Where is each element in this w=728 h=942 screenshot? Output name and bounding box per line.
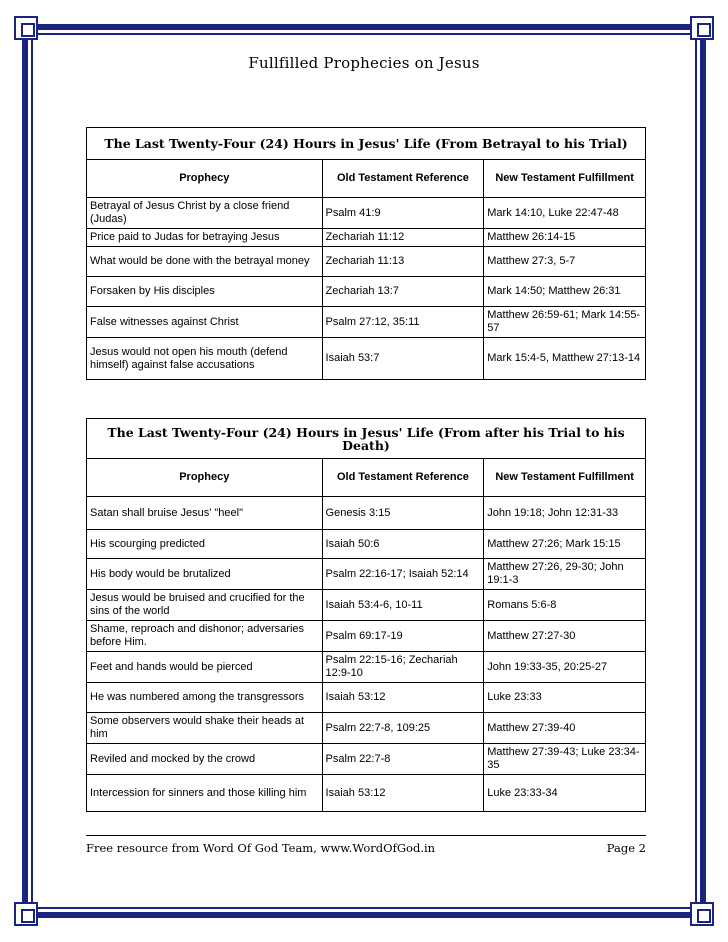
- prophecy-table-betrayal-to-trial: [86, 127, 646, 380]
- column-header-prophecy: Prophecy: [87, 160, 323, 198]
- old-testament-cell: Psalm 22:7-8, 109:25: [322, 713, 484, 744]
- table-row: [87, 590, 646, 621]
- new-testament-cell: Matthew 27:26; Mark 15:15: [484, 530, 646, 559]
- column-header-prophecy: Prophecy: [87, 459, 323, 497]
- old-testament-cell: Genesis 3:15: [322, 497, 484, 530]
- prophecy-cell: He was numbered among the transgressors: [87, 683, 323, 713]
- table-row: [87, 621, 646, 652]
- prophecy-cell: Reviled and mocked by the crowd: [87, 744, 323, 775]
- prophecy-cell: Shame, reproach and dishonor; adversaries before Him.: [87, 621, 323, 652]
- old-testament-cell: Isaiah 53:12: [322, 775, 484, 812]
- prophecy-cell: Feet and hands would be pierced: [87, 652, 323, 683]
- table-row: [87, 198, 646, 229]
- table-row: [87, 229, 646, 247]
- footer-credit: Free resource from Word Of God Team, www.WordOfGod.in: [86, 841, 436, 855]
- page-number: Page 2: [606, 841, 646, 855]
- prophecy-cell: Jesus would not open his mouth (defend himself) against false accusations: [87, 338, 323, 380]
- prophecy-cell: Satan shall bruise Jesus' "heel": [87, 497, 323, 530]
- column-header-old-testament: Old Testament Reference: [322, 160, 484, 198]
- old-testament-cell: Psalm 22:7-8: [322, 744, 484, 775]
- new-testament-cell: Matthew 27:27-30: [484, 621, 646, 652]
- table-row: [87, 713, 646, 744]
- table-row: [87, 247, 646, 277]
- corner-ornament-icon: [14, 16, 38, 40]
- prophecy-cell: Jesus would be bruised and crucified for the sins of the world: [87, 590, 323, 621]
- new-testament-cell: Luke 23:33: [484, 683, 646, 713]
- corner-ornament-icon: [14, 902, 38, 926]
- table-row: [87, 338, 646, 380]
- prophecy-cell: Forsaken by His disciples: [87, 277, 323, 307]
- old-testament-cell: Isaiah 53:12: [322, 683, 484, 713]
- table-header-row: [87, 160, 646, 198]
- new-testament-cell: Mark 14:10, Luke 22:47-48: [484, 198, 646, 229]
- table-row: [87, 559, 646, 590]
- prophecy-cell: What would be done with the betrayal money: [87, 247, 323, 277]
- column-header-new-testament: New Testament Fulfillment: [484, 160, 646, 198]
- table-row: [87, 652, 646, 683]
- new-testament-cell: Mark 15:4-5, Matthew 27:13-14: [484, 338, 646, 380]
- new-testament-cell: Mark 14:50; Matthew 26:31: [484, 277, 646, 307]
- prophecy-cell: False witnesses against Christ: [87, 307, 323, 338]
- table-row: [87, 683, 646, 713]
- prophecy-cell: Intercession for sinners and those killing him: [87, 775, 323, 812]
- new-testament-cell: Matthew 27:3, 5-7: [484, 247, 646, 277]
- table-row: [87, 277, 646, 307]
- footer-divider: [86, 835, 646, 836]
- table-caption-row: [87, 128, 646, 160]
- old-testament-cell: Zechariah 11:12: [322, 229, 484, 247]
- column-header-new-testament: New Testament Fulfillment: [484, 459, 646, 497]
- column-header-old-testament: Old Testament Reference: [322, 459, 484, 497]
- new-testament-cell: Matthew 26:14-15: [484, 229, 646, 247]
- prophecy-cell: His scourging predicted: [87, 530, 323, 559]
- old-testament-cell: Zechariah 11:13: [322, 247, 484, 277]
- corner-ornament-icon: [690, 16, 714, 40]
- old-testament-cell: Psalm 22:16-17; Isaiah 52:14: [322, 559, 484, 590]
- old-testament-cell: Isaiah 53:4-6, 10-11: [322, 590, 484, 621]
- prophecy-cell: Price paid to Judas for betraying Jesus: [87, 229, 323, 247]
- table-caption-row: [87, 419, 646, 459]
- prophecy-cell: Some observers would shake their heads at him: [87, 713, 323, 744]
- old-testament-cell: Psalm 27:12, 35:11: [322, 307, 484, 338]
- table-row: [87, 744, 646, 775]
- table-row: [87, 530, 646, 559]
- new-testament-cell: Matthew 27:39-40: [484, 713, 646, 744]
- old-testament-cell: Isaiah 53:7: [322, 338, 484, 380]
- corner-ornament-icon: [690, 902, 714, 926]
- old-testament-cell: Psalm 41:9: [322, 198, 484, 229]
- prophecy-table-trial-to-death: [86, 418, 646, 812]
- table-caption: The Last Twenty-Four (24) Hours in Jesus' Life (From Betrayal to his Trial): [87, 128, 646, 160]
- old-testament-cell: Psalm 22:15-16; Zechariah 12:9-10: [322, 652, 484, 683]
- new-testament-cell: Matthew 26:59-61; Mark 14:55-57: [484, 307, 646, 338]
- new-testament-cell: John 19:18; John 12:31-33: [484, 497, 646, 530]
- new-testament-cell: John 19:33-35, 20:25-27: [484, 652, 646, 683]
- new-testament-cell: Romans 5:6-8: [484, 590, 646, 621]
- old-testament-cell: Psalm 69:17-19: [322, 621, 484, 652]
- table-header-row: [87, 459, 646, 497]
- table-row: [87, 307, 646, 338]
- page-title: Fullfilled Prophecies on Jesus: [248, 54, 480, 72]
- old-testament-cell: Zechariah 13:7: [322, 277, 484, 307]
- prophecy-cell: His body would be brutalized: [87, 559, 323, 590]
- table-row: [87, 775, 646, 812]
- old-testament-cell: Isaiah 50:6: [322, 530, 484, 559]
- table-row: [87, 497, 646, 530]
- new-testament-cell: Luke 23:33-34: [484, 775, 646, 812]
- table-caption: The Last Twenty-Four (24) Hours in Jesus' Life (From after his Trial to his Death): [87, 419, 646, 459]
- new-testament-cell: Matthew 27:39-43; Luke 23:34-35: [484, 744, 646, 775]
- new-testament-cell: Matthew 27:26, 29-30; John 19:1-3: [484, 559, 646, 590]
- prophecy-cell: Betrayal of Jesus Christ by a close friend (Judas): [87, 198, 323, 229]
